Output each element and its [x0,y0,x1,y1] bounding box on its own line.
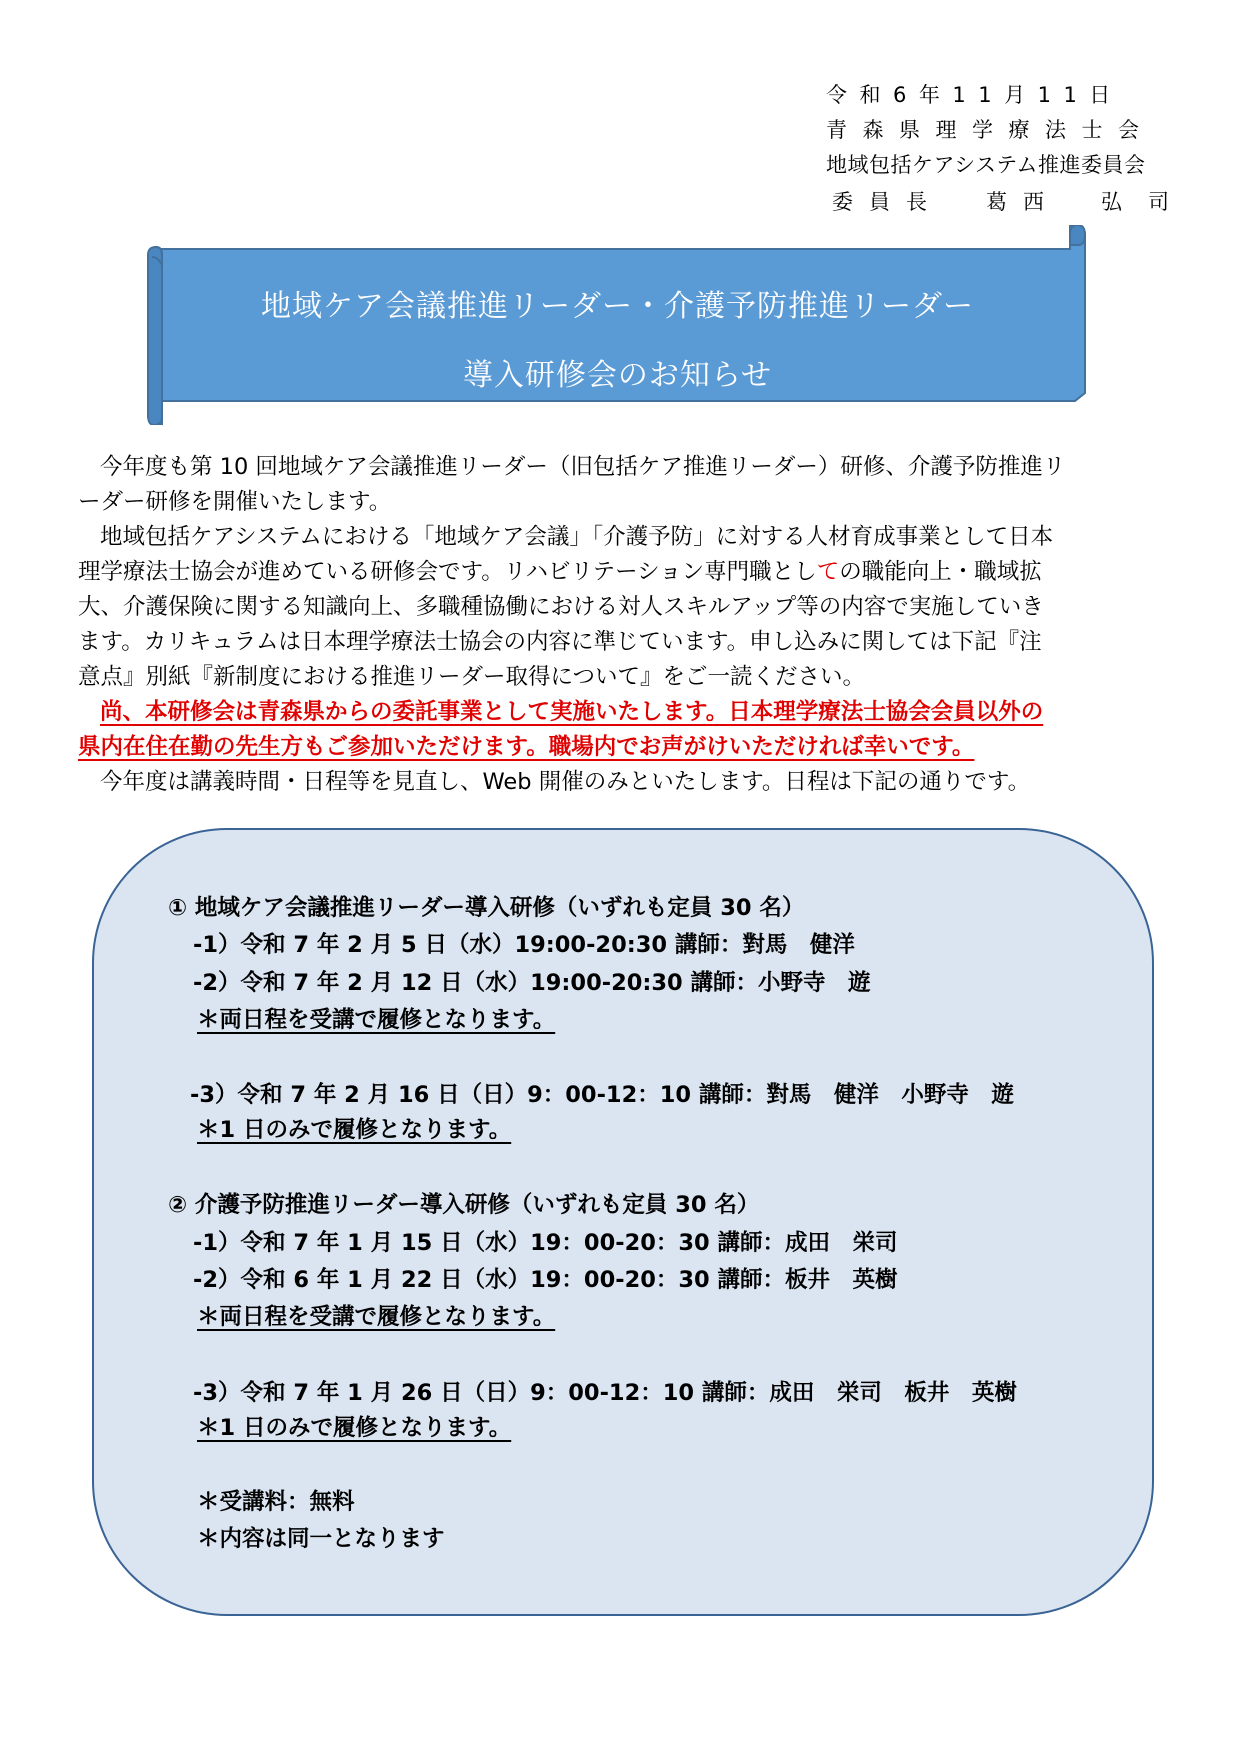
same-content-note: ＊内容は同一となります [197,1526,445,1552]
issue-date: 令和6年11月11日 [826,83,1123,107]
paragraph-2-line-4: ます。カリキュラムは日本理学療法士協会の内容に準じています。申し込みに関しては下記『注 [78,629,1042,655]
title-banner [140,225,1095,425]
paragraph-2-line-2-b: の職能向上・職域拡 [839,559,1042,585]
paragraph-2-line-2-a: 理学療法士協会が進めている研修会です。リハビリテーション専門職とし [78,559,817,585]
paragraph-1-line-2: ーダー研修を開催いたします。 [78,489,392,515]
chair-family-name: 葛西 [986,190,1060,214]
paragraph-4-line-1: 今年度は講義時間・日程等を見直し、Web 開催のみといたします。日程は下記の通りです。 [100,769,1031,795]
paragraph-2-line-3: 大、介護保険に関する知識向上、多職種協働における対人スキルアップ等の内容で実施していき [78,594,1044,620]
chair-title: 委員長 [832,190,943,214]
section-2-session-2: -2）令和 6 年 1 月 22 日（水）19：00-20：30 講師：板井 英樹 [193,1267,898,1293]
section-2-session-1: -1）令和 7 年 1 月 15 日（水）19：00-20：30 講師：成田 栄司 [193,1230,898,1256]
section-2-note-both-days: ＊両日程を受講で履修となります。 [197,1304,556,1330]
banner-title-line2: 導入研修会のお知らせ [462,358,773,393]
section-1-note-one-day: ＊1 日のみで履修となります。 [197,1117,512,1143]
paragraph-3-line-2 [78,730,1168,765]
paragraph-2-red-char: て [816,559,840,585]
section-2-note-one-day: ＊1 日のみで履修となります。 [197,1415,512,1441]
paragraph-2-line-1: 地域包括ケアシステムにおける「地域ケア会議」「介護予防」に対する人材育成事業として日本 [100,524,1054,550]
fee-note: ＊受講料：無料 [197,1489,355,1515]
notice-red-line-2: 県内在住在勤の先生方もご参加いただけます。職場内でお声がけいただければ幸いです。 [78,734,975,760]
paragraph-2-line-5: 意点』別紙『新制度における推進リーダー取得について』をご一読ください。 [78,664,866,690]
body-text [78,450,1168,800]
chair-given-name: 弘司 [1101,190,1195,214]
paragraph-2-line-2 [78,555,1168,590]
section-1-session-3: -3）令和 7 年 2 月 16 日（日）9：00-12：10 講師：對馬 健洋 小野寺 遊 [190,1082,1014,1108]
section-2-session-3: -3）令和 7 年 1 月 26 日（日）9：00-12：10 講師：成田 栄司 板井 英樹 [193,1380,1017,1406]
section-1-session-1: -1）令和 7 年 2 月 5 日（水）19:00-20:30 講師：對馬 健洋 [193,932,855,958]
committee-name: 地域包括ケアシステム推進委員会 [826,153,1146,177]
notice-red-line-1: 尚、本研修会は青森県からの委託事業として実施いたします。日本理学療法士協会会員以外の [100,699,1044,725]
paragraph-3-line-1 [78,695,1168,730]
paragraph-1-line-1: 今年度も第 10 回地域ケア会議推進リーダー（旧包括ケア推進リーダー）研修、介護予防推進リ [100,454,1066,480]
section-2-title: ② 介護予防推進リーダー導入研修（いずれも定員 30 名） [168,1192,760,1218]
scroll-banner-shape [140,225,1095,425]
organization-name: 青森県理学療法士会 [826,118,1155,142]
banner-title-line1: 地域ケア会議推進リーダー・介護予防推進リーダー [261,289,974,324]
section-1-note-both-days: ＊両日程を受講で履修となります。 [197,1007,556,1033]
section-1-title: ① 地域ケア会議推進リーダー導入研修（いずれも定員 30 名） [168,895,805,921]
section-1-session-2: -2）令和 7 年 2 月 12 日（水）19:00-20:30 講師：小野寺 遊 [193,970,871,996]
